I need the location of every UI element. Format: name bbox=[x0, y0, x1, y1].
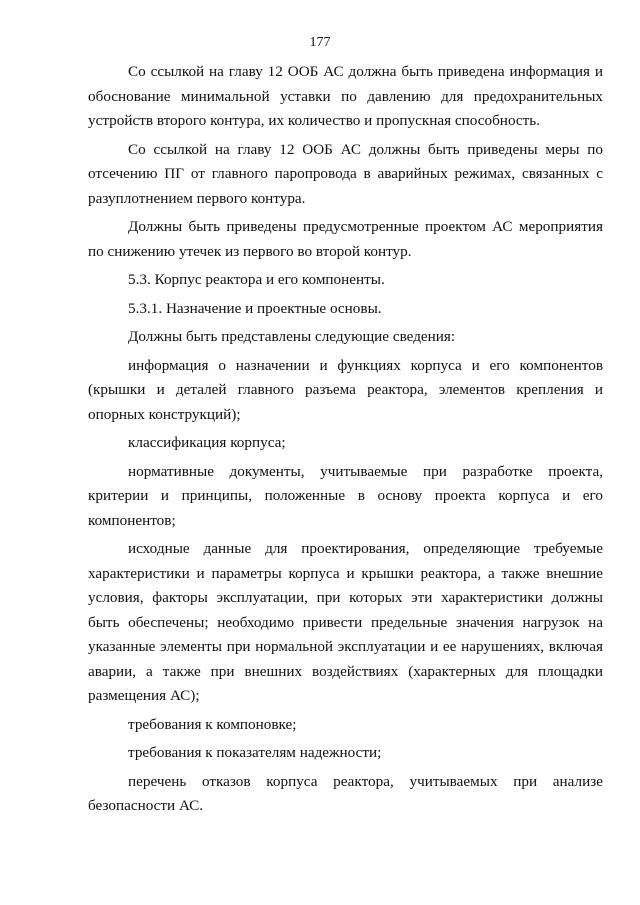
subsection-heading-purpose: 5.3.1. Назначение и проектные основы. bbox=[128, 299, 382, 317]
paragraph-required-info-intro: Должны быть представлены следующие сведения: bbox=[128, 328, 456, 345]
list-item-reliability-requirements: требования к показателям надежности; bbox=[128, 744, 382, 761]
document-body bbox=[88, 60, 603, 819]
list-item-layout-requirements: требования к компоновке; bbox=[128, 715, 297, 733]
paragraph-leak-reduction: Должны быть приведены предусмотренные проектом АС мероприятия по снижению утечек из первого во второй контур. bbox=[88, 218, 603, 260]
list-item-failure-list: перечень отказов корпуса реактора, учитываемых при анализе безопасности АС. bbox=[88, 772, 603, 814]
section-heading-reactor-vessel: 5.3. Корпус реактора и его компоненты. bbox=[128, 271, 385, 288]
list-item-regulatory-documents: нормативные документы, учитываемые при разработке проекта, критерии и принципы, положенные в основу проекта корпуса и его компонентов; bbox=[88, 462, 603, 529]
paragraph-steam-generator-isolation: Со ссылкой на главу 12 ООБ АС должны быть приведены меры по отсечению ПГ от главного паропровода в аварийных режимах, связанных с разуплотнением первого контура. bbox=[88, 140, 603, 207]
paragraph-secondary-circuit-safety-valves: Со ссылкой на главу 12 ООБ АС должна быть приведена информация и обоснование минимальной уставки по давлению для предохранительных устройств второго контура, их количество и пропускная способность. bbox=[88, 63, 603, 129]
list-item-design-input-data: исходные данные для проектирования, определяющие требуемые характеристики и параметры корпуса и крышки реактора, а также внешние условия, факторы эксплуатации, при которых эти характеристики должны быть обеспечены; необходимо привести предельные значения нагрузок на указанные элементы при нормальной эксплуатации и ее нарушениях, включая аварии, а также при внешних воздействиях (характерных для площадки размещения АС); bbox=[88, 540, 603, 704]
list-item-classification: классификация корпуса; bbox=[128, 434, 286, 451]
list-item-purpose-functions: информация о назначении и функциях корпуса и его компонентов (крышки и деталей главного разъема реактора, элементов крепления и опорных конструкций); bbox=[88, 356, 603, 423]
page-number: 177 bbox=[309, 35, 331, 50]
